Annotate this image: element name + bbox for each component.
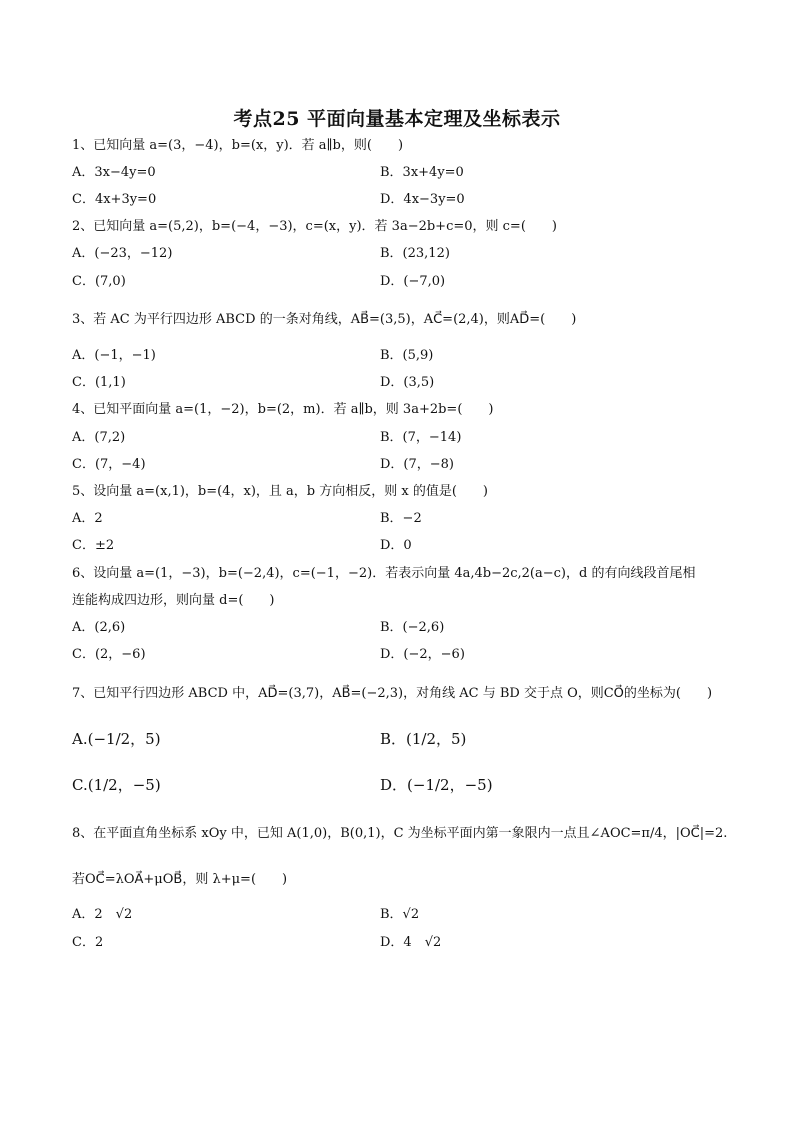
question-4-stem: 4、已知平面向量 a=(1，−2)，b=(2，m)．若 a∥b，则 3a+2b=( ) <box>72 402 494 417</box>
question-5-option-c: C．±2 <box>72 538 115 553</box>
question-5-option-a: A．2 <box>72 511 103 526</box>
question-2-option-b: B．(23,12) <box>380 246 450 261</box>
question-2-option-c: C．(7,0) <box>72 274 126 289</box>
question-1-option-b: B．3x+4y=0 <box>380 165 464 180</box>
question-8-option-b: B．√2 <box>380 907 420 922</box>
question-7-stem: 7、已知平行四边形 ABCD 中，AD⃗=(3,7)，AB⃗=(−2,3)，对角线 AC 与 BD 交于点 O，则CO⃗的坐标为( ) <box>72 686 713 701</box>
question-6-option-c: C．(2，−6) <box>72 647 146 662</box>
page-title: 考点25 平面向量基本定理及坐标表示 <box>233 108 561 130</box>
question-3-option-a: A．(−1，−1) <box>72 348 156 363</box>
question-8-option-c: C．2 <box>72 935 104 950</box>
question-2-stem: 2、已知向量 a=(5,2)，b=(−4，−3)，c=(x，y)．若 3a−2b+c=0，则 c=( ) <box>72 219 557 234</box>
question-6-stem: 6、设向量 a=(1，−3)，b=(−2,4)，c=(−1，−2)．若表示向量 4a,4b−2c,2(a−c)，d 的有向线段首尾相 <box>72 566 696 581</box>
question-1-stem: 1、已知向量 a=(3，−4)，b=(x，y)．若 a∥b，则( ) <box>72 138 404 153</box>
question-1-option-a: A．3x−4y=0 <box>72 165 156 180</box>
question-6-option-a: A．(2,6) <box>72 620 126 635</box>
question-3-stem: 3、若 AC 为平行四边形 ABCD 的一条对角线，AB⃗=(3,5)，AC⃗=(2,4)，则AD⃗=( ) <box>72 312 577 327</box>
question-4-option-d: D．(7，−8) <box>380 457 455 472</box>
question-8-stem: 8、在平面直角坐标系 xOy 中，已知 A(1,0)，B(0,1)，C 为坐标平面内第一象限内一点且∠AOC=π/4，|OC⃗|=2. <box>72 826 728 841</box>
question-5-stem: 5、设向量 a=(x,1)，b=(4，x)，且 a，b 方向相反，则 x 的值是( ) <box>72 484 488 499</box>
question-4-option-a: A．(7,2) <box>72 430 126 445</box>
question-7-option-c: C.(1/2，−5) <box>72 776 161 794</box>
question-4-option-c: C．(7，−4) <box>72 457 146 472</box>
question-8-option-a: A．2 √2 <box>72 907 133 922</box>
question-3-option-b: B．(5,9) <box>380 348 434 363</box>
question-8-option-d: D．4 √2 <box>380 935 442 950</box>
question-1-option-c: C．4x+3y=0 <box>72 192 157 207</box>
question-3-option-c: C．(1,1) <box>72 375 126 390</box>
question-6-option-b: B．(−2,6) <box>380 620 445 635</box>
question-6-stem-continued: 连能构成四边形，则向量 d=( ) <box>72 593 275 608</box>
question-7-option-b: B．(1/2，5) <box>380 730 467 748</box>
question-1-option-d: D．4x−3y=0 <box>380 192 465 207</box>
question-4-option-b: B．(7，−14) <box>380 430 462 445</box>
question-5-option-b: B．−2 <box>380 511 422 526</box>
question-7-option-d: D．(−1/2，−5) <box>380 776 493 794</box>
question-7-option-a: A.(−1/2，5) <box>72 730 161 748</box>
question-2-option-d: D．(−7,0) <box>380 274 446 289</box>
question-6-option-d: D．(−2，−6) <box>380 647 465 662</box>
question-5-option-d: D．0 <box>380 538 412 553</box>
question-3-option-d: D．(3,5) <box>380 375 435 390</box>
question-2-option-a: A．(−23，−12) <box>72 246 173 261</box>
question-8-stem-continued: 若OC⃗=λOA⃗+μOB⃗，则 λ+μ=( ) <box>72 872 288 887</box>
